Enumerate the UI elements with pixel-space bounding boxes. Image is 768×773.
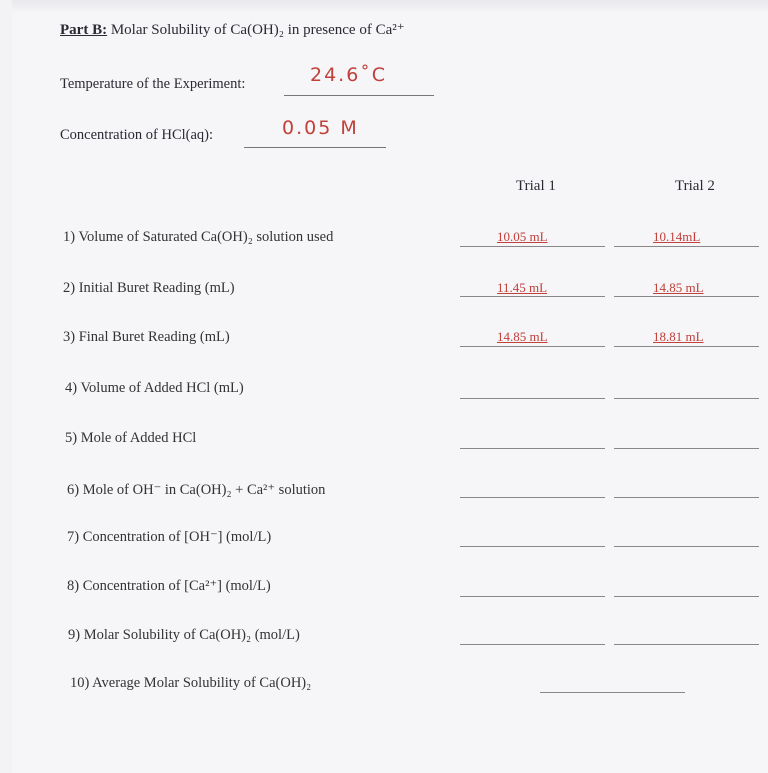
trial1-blank: [460, 644, 605, 645]
trial1-blank: [460, 448, 605, 449]
trial2-answer: 18.81 mL: [653, 329, 704, 344]
row-label: 3) Final Buret Reading (mL): [63, 329, 230, 345]
trial2-answer: 10.14mL: [653, 229, 701, 244]
trial1-blank: [460, 296, 605, 297]
column-header-trial1: Trial 1: [516, 178, 556, 194]
trial2-answer: 14.85 mL: [653, 280, 704, 295]
trial2-blank: [614, 246, 759, 247]
part-label: Part B:: [60, 22, 108, 38]
row-label: 5) Mole of Added HCl: [65, 430, 197, 446]
trial1-blank: [460, 546, 605, 547]
trial1-blank: [460, 246, 605, 247]
trial2-blank: [614, 644, 759, 645]
trial2-blank: [614, 296, 759, 297]
concentration-underline: [244, 147, 386, 148]
row-label: 7) Concentration of [OH⁻] (mol/L): [67, 529, 272, 545]
trial1-blank: [460, 596, 605, 597]
row-label: 2) Initial Buret Reading (mL): [63, 280, 235, 296]
trial2-blank: [614, 497, 759, 498]
column-header-trial2: Trial 2: [675, 178, 715, 194]
trial2-blank: [614, 398, 759, 399]
concentration-value: 0.05 M: [282, 117, 359, 139]
temperature-label: Temperature of the Experiment:: [60, 76, 246, 92]
trial1-answer: 14.85 mL: [497, 329, 548, 344]
row-label: 6) Mole of OH⁻ in Ca(OH)₂ + Ca²⁺ solution: [67, 482, 326, 498]
part-heading: [60, 20, 405, 39]
trial2-blank: [614, 346, 759, 347]
trial1-answer: 11.45 mL: [497, 280, 548, 295]
row-label: 8) Concentration of [Ca²⁺] (mol/L): [67, 578, 271, 594]
trial2-blank: [614, 546, 759, 547]
temperature-value: 24.6˚C: [310, 64, 388, 86]
worksheet: [12, 0, 768, 773]
concentration-label: Concentration of HCl(aq):: [60, 127, 214, 143]
row-label: 4) Volume of Added HCl (mL): [65, 380, 244, 396]
trial1-blank: [460, 346, 605, 347]
row-label: 10) Average Molar Solubility of Ca(OH)₂: [70, 675, 312, 691]
trial2-blank: [614, 448, 759, 449]
row-label: 9) Molar Solubility of Ca(OH)₂ (mol/L): [68, 627, 300, 643]
row-label: 1) Volume of Saturated Ca(OH)₂ solution used: [63, 229, 334, 245]
trial1-blank: [460, 398, 605, 399]
trial1-answer: 10.05 mL: [497, 229, 548, 244]
average-blank: [540, 692, 685, 693]
trial2-blank: [614, 596, 759, 597]
part-title: Molar Solubility of Ca(OH)₂ in presence of Ca²⁺: [110, 22, 405, 38]
trial1-blank: [460, 497, 605, 498]
temperature-underline: [284, 95, 434, 96]
